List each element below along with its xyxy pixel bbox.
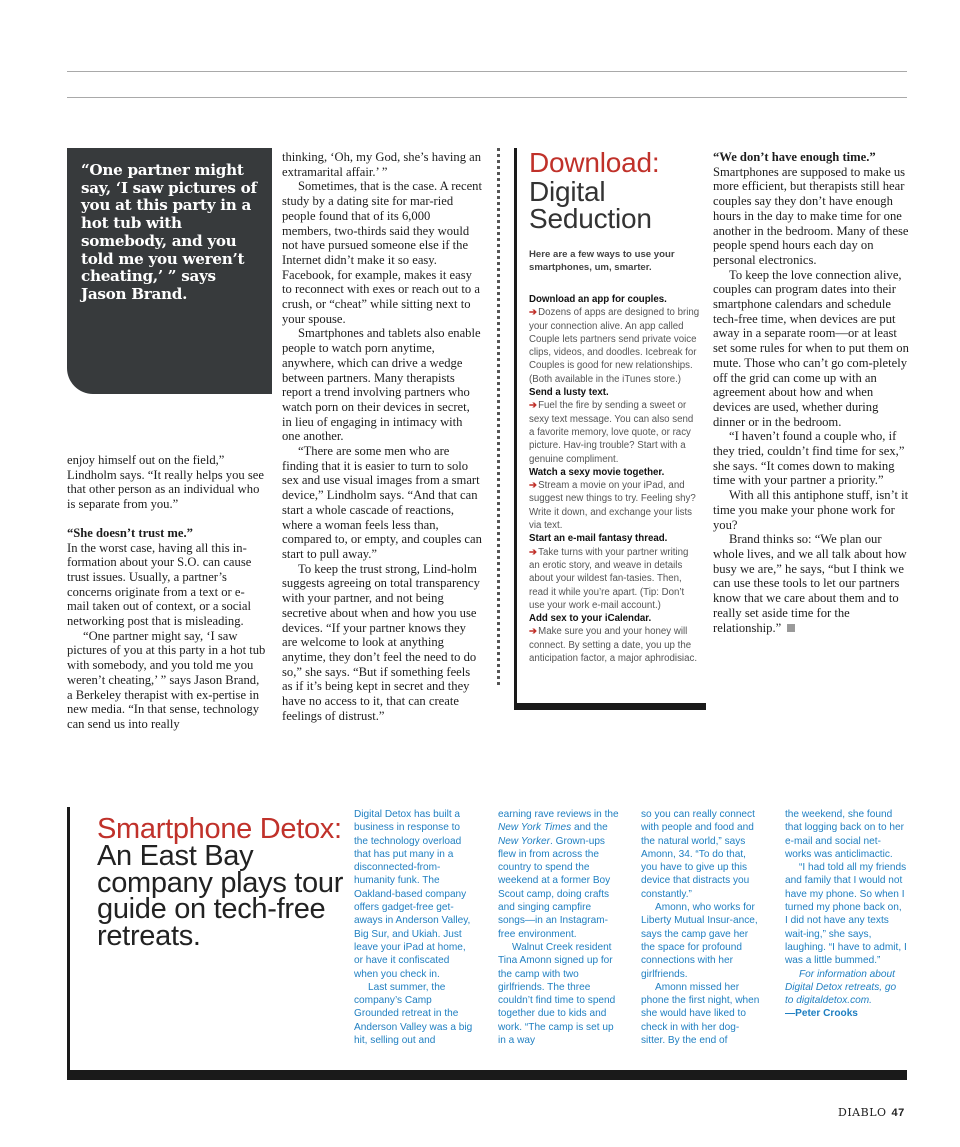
col4-paragraph-3: “I haven’t found a couple who, if they tried, couldn’t find time for sex,” she says. “It comes down to making time with your partner a priority.” [713,429,905,488]
col4-paragraph-5: Brand thinks so: “We plan our whole lives, and we all talk about how busy we are,” he says, “but I think we can use these tools to let our partners know that we care about them and to really set aside time for the relationship.” [713,532,907,635]
col1-subhead: “She doesn’t trust me.” [67,525,193,540]
tip-heading: Add sex to your iCalendar. [529,613,652,625]
top-rule [67,71,907,72]
arrow-right-icon: ➔ [529,546,538,558]
page-folio [838,1106,918,1119]
sidebar-title-red: Download: [529,147,660,178]
col4-paragraph-4: With all this antiphone stuff, isn’t it time you make your phone work for you? [713,488,909,532]
detox-byline: —Peter Crooks [785,1008,858,1020]
detox-col3-paragraph-3: Amonn missed her phone the first night, when she would have liked to check in with her dog-sitter. By the end of [641,981,760,1047]
page-number: 47 [891,1107,905,1119]
detox-headline [97,813,347,953]
sidebar-intro: Here are a few ways to use your smartphones, um, smarter. [529,249,675,273]
detox-col4-paragraph-2: “I had told all my friends and family that I would not have my phone. So when I turned my phone back on, I did not have any texts wait-ing,” she says, laughing. “I have to admit, I was a little bummed.” [785,862,907,967]
arrow-right-icon: ➔ [529,400,538,412]
arrow-right-icon: ➔ [529,480,538,492]
end-of-story-square-icon [787,624,795,632]
col4-subhead: “We don’t have enough time.” [713,150,876,164]
tip-body: ➔Make sure you and your honey will connect. By setting a date, you up the anticipation factor, a major aphrodisiac. [529,626,698,665]
tip-body: ➔Dozens of apps are designed to bring your connection alive. An app called Couple lets partners send private voice clips, videos, and doodles. Icebreak for Couples is good for new relationships. (Both available in the iTunes store.) [529,307,700,385]
dotted-divider [497,148,500,686]
col4-paragraph-1: Smartphones are supposed to make us more efficient, but therapists still hear couples say they don’t have enough hours in the day to make time for one another in the bedroom. Many of these people spend hours each day on personal electronics. [713,164,909,267]
second-rule [67,97,907,98]
col2-paragraph-4: “There are some men who are finding that it is easier to turn to solo sex and use visual images from a smart device,” Lindholm says. “And that can start a whole cascade of reactions, where a woman feels less than, compared to, or empty, and couples can start to pull away.” [282,444,482,561]
tip-heading: Download an app for couples. [529,294,667,305]
pull-quote-box [67,148,272,394]
arrow-right-icon: ➔ [529,626,538,638]
tip-heading: Watch a sexy movie together. [529,466,665,478]
col2-paragraph-2: Sometimes, that is the case. A recent study by a dating site for mar-ried people found that of its 6,000 members, two-thirds said they would not have pursued someone else if the Internet didn’t make it so easy. Facebook, for example, makes it easy to reconnect with exes or reach out to a crush, or “cheat” while sitting next to your spouse. [282,179,482,326]
col2-paragraph-3: Smartphones and tablets also enable people to watch porn anytime, anywhere, which can drive a wedge between partners. Many therapists report a trend involving partners who watch porn on their devices in secret, in lieu of engaging in intimacy with one another. [282,326,481,444]
detox-info-line: For information about Digital Detox retreats, go to digitaldetox.com. [785,968,897,1007]
sidebar-left-bar [514,148,517,710]
article-column-4 [713,150,913,635]
magazine-name: DIABLO [838,1106,887,1119]
detox-column-3 [641,808,763,1047]
detox-left-bar [67,807,70,1080]
tip-heading: Start an e-mail fantasy thread. [529,533,668,545]
sidebar-title-black: Digital Seduction [529,176,652,234]
article-column-1 [67,453,267,732]
smartphone-detox-box [67,807,907,1080]
col2-paragraph-1: thinking, ‘Oh, my God, she’s having an extramarital affair.’ ” [282,150,482,179]
detox-title-red: Smartphone Detox: [97,813,342,845]
arrow-right-icon: ➔ [529,307,538,319]
detox-col2-paragraph-1: earning rave reviews in the New York Times and the New Yorker. Grown-ups flew in from across the country to spend the weekend at a former Boy Scout camp, doing crafts and singing campfire songs—in an Instagram-free environment. [498,809,619,940]
tip-heading: Send a lusty text. [529,387,609,399]
col2-paragraph-5: To keep the trust strong, Lind-holm suggests agreeing on total transparency with your partner, and not being secretive about when and how you use devices. “If your partner knows they are welcome to look at anything anytime, they don’t feel the need to do so,” she says. “But if something feels as if it’s being kept in secret and they have no access to it, that can create feelings of distrust.” [282,561,480,723]
detox-title-black: An East Bay company plays tour guide on tech-free retreats. [97,839,344,953]
col1-paragraph-3: “One partner might say, ‘I saw pictures of you at this party in a hot tub with somebody, and you told me you weren’t cheating,’ ” says Jason Brand, a Berkeley therapist with ex-pertise in new media. “In that sense, technology can send us into really [67,628,266,731]
detox-column-1 [354,808,476,1047]
detox-col2-paragraph-2: Walnut Creek resident Tina Amonn signed up for the camp with two girlfriends. The three couldn’t find time to spend together due to kids and work. “The camp is set up in a way [498,941,616,1047]
pull-quote-text: “One partner might say, ‘I saw pictures of you at this party in a hot tub with somebody, and you told me you weren’t cheating,’ ” says Jason Brand. [81,161,257,303]
detox-col1-paragraph-1: Digital Detox has built a business in response to the technology overload that has put many in a disconnected-from-humanity funk. The Oakland-based company offers gadget-free get-aways in Anderson Valley, Big Sur, and Ukiah. Just leave your iPad at home, or have it confiscated when you check in. [354,809,471,980]
tip-body: ➔Take turns with your partner writing an erotic story, and weave in details about your wildest fan-tasies. Then, read it while you’re apart. (Tip: Don’t use your work e-mail account.) [529,546,689,611]
col1-paragraph-1: enjoy himself out on the field,” Lindholm says. “It really helps you see that other person as an individual who is separate from you.” [67,453,264,512]
col4-paragraph-2: To keep the love connection alive, couples can program dates into their smartphone calendars and schedule tech-free time, when devices are put away in a separate room—or at least set some rules for when to put them on mute. Those who can’t go com-pletely off the grid can come up with an agreement about how and when devices are used, whether during dinner or in the bedroom. [713,267,909,429]
article-column-2 [282,150,482,723]
sidebar-bottom-bar [514,703,706,710]
detox-bottom-bar [67,1070,907,1080]
detox-col1-paragraph-2: Last summer, the company’s Camp Grounded retreat in the Anderson Valley was a big hit, selling out and [354,981,473,1047]
detox-col3-paragraph-2: Amonn, who works for Liberty Mutual Insur-ance, says the camp gave her the space for profound connections with her girlfriends. [641,902,758,980]
detox-column-4 [785,808,907,1021]
col1-paragraph-2: In the worst case, having all this in-formation about your S.O. can cause trust issues. Usually, a partner’s concerns originate from a text or e-mail taken out of context, or a social networking post that is misleading. [67,540,252,629]
detox-col3-paragraph-1: so you can really connect with people and food and the natural world,” says Amonn, 34. “To do that, you have to give up this device that distracts you constantly.” [641,809,755,900]
digital-seduction-sidebar [514,148,706,710]
tip-body: ➔Stream a movie on your iPad, and suggest new things to try. Feeling shy? Write it down, and exchange your lists via text. [529,480,696,532]
detox-col4-paragraph-1: the weekend, she found that logging back on to her e-mail and social net-works was anticlimactic. [785,809,904,860]
detox-column-2 [498,808,620,1047]
tip-body: ➔Fuel the fire by sending a sweet or sexy text message. You can also send a favorite memory, love quote, or racy picture. Hav-ing trouble? Start with a genuine compliment. [529,400,694,465]
